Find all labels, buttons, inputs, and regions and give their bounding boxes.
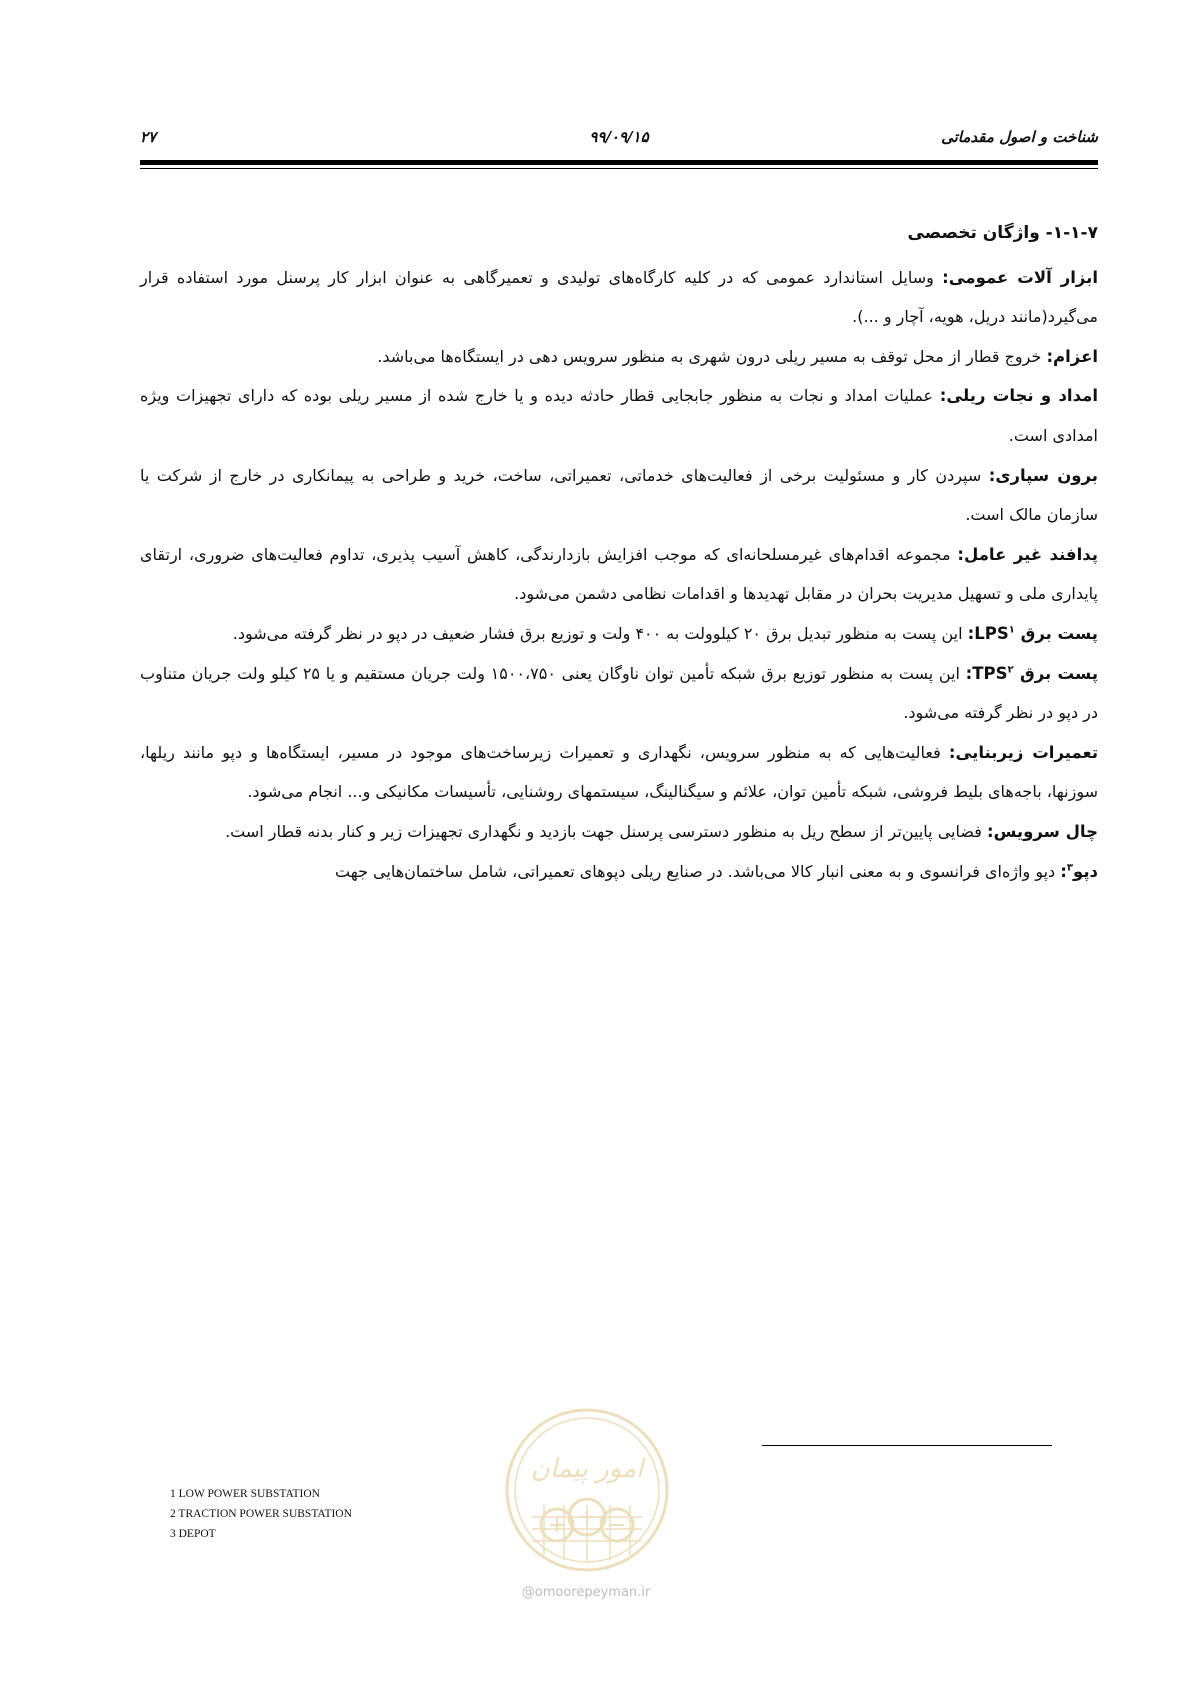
chapter-title: شناخت و اصول مقدماتی bbox=[941, 128, 1098, 146]
glossary-entry bbox=[140, 654, 1098, 733]
glossary-entry bbox=[140, 535, 1098, 614]
glossary-entry bbox=[140, 812, 1098, 852]
footnote-ref: ۳ bbox=[1066, 862, 1073, 874]
entry-text: عملیات امداد و نجات به منظور جابجایی قطار حادثه دیده و یا خارج شده از مسیر ریلی بوده که دارای تجهیزات ویژه امدادی است. bbox=[140, 386, 1098, 445]
entry-text: خروج قطار از محل توقف به مسیر ریلی درون شهری به منظور سرویس دهی در ایستگاه‌ها می‌باشد. bbox=[377, 346, 1047, 366]
entry-term: پست برق TPS bbox=[972, 663, 1099, 683]
glossary-entry bbox=[140, 376, 1098, 455]
entry-term: امداد و نجات ریلی: bbox=[939, 386, 1098, 406]
seal-text: امور پیمان bbox=[530, 1454, 644, 1484]
footnote-ref: ۱ bbox=[1008, 624, 1015, 636]
entry-term: دپو bbox=[1072, 861, 1098, 881]
entry-text: این پست به منظور تبدیل برق ۲۰ کیلوولت به ۴۰۰ ولت و توزیع برق فشار ضعیف در دپو در نظر گرفته می‌شود. bbox=[232, 623, 968, 643]
footnote-item: 2 TRACTION POWER SUBSTATION bbox=[170, 1508, 352, 1520]
entry-text: دپو واژه‌ای فرانسوی و به معنی انبار کالا می‌باشد. در صنایع ریلی دپوهای تعمیراتی، شامل ساختمان‌هایی جهت bbox=[334, 861, 1061, 881]
watermark-text: @omoorepeyman.ir bbox=[521, 1585, 651, 1600]
entry-text: سپردن کار و مسئولیت برخی از فعالیت‌های خدماتی، تعمیراتی، ساخت، خرید و طراحی به پیمانکاری در خارج از شرکت یا سازمان مالک است. bbox=[140, 465, 1098, 525]
glossary-entry bbox=[140, 852, 1098, 892]
footnotes bbox=[170, 1484, 490, 1544]
glossary-entry bbox=[140, 733, 1098, 812]
glossary-entry bbox=[140, 456, 1098, 535]
entry-colon: : bbox=[967, 623, 975, 643]
entry-text: فضایی پایین‌تر از سطح ریل به منظور دسترسی پرسنل جهت بازدید و نگهداری تجهیزات زیر و کنار بدنه قطار است. bbox=[225, 821, 987, 841]
seal-logo-icon bbox=[502, 1405, 672, 1575]
entry-term: ابزار آلات عمومی: bbox=[942, 267, 1098, 287]
glossary-entry bbox=[140, 614, 1098, 654]
entry-term: تعمیرات زیربنایی: bbox=[948, 742, 1099, 762]
entry-term: پدافند غیر عامل: bbox=[957, 544, 1098, 564]
glossary-entry bbox=[140, 337, 1098, 377]
entry-text: مجموعه اقدام‌های غیرمسلحانه‌ای که موجب افزایش بازدارندگی، کاهش آسیب پذیری، تداوم فعالیت‌های ضروری، ارتقای پایداری ملی و تسهیل مدیریت بحران در مقابل تهدیدها و اقدامات نظامی دشمن می‌شود. bbox=[140, 544, 1098, 604]
footnote-ref: ۲ bbox=[1007, 664, 1014, 676]
entry-term: چال سرویس: bbox=[986, 821, 1098, 841]
footnote-item: 1 LOW POWER SUBSTATION bbox=[170, 1488, 320, 1500]
footnote-item: 3 DEPOT bbox=[170, 1528, 216, 1540]
footnote-separator bbox=[762, 1445, 1052, 1446]
document-body bbox=[140, 214, 1098, 891]
entry-text: این پست به منظور توزیع برق شبکه تأمین توان ناوگان یعنی ۱۵۰۰،۷۵۰ ولت جریان مستقیم و یا ۲۵ کیلو ولت جریان متناوب در دپو در نظر گرفته می‌شود. bbox=[140, 663, 1098, 723]
header-date: ۹۹/۰۹/۱۵ bbox=[589, 128, 649, 146]
entry-text: فعالیت‌هایی که به منظور سرویس، نگهداری و تعمیرات زیرساخت‌های موجود در مسیر، ایستگاه‌ها و دپو مانند ریلها، سوزنها، باجه‌های بلیط فروشی، شبکه تأمین توان، علائم و سیگنالینگ، سیستمهای روشنایی، تأسیسات مکانیکی و... انجام می‌شود. bbox=[140, 742, 1098, 802]
running-header bbox=[140, 128, 1098, 150]
entry-colon: : bbox=[1060, 861, 1067, 881]
entry-term: برون سپاری: bbox=[988, 465, 1099, 485]
entry-term: اعزام: bbox=[1046, 346, 1098, 366]
header-rule-thick bbox=[140, 160, 1098, 165]
page-number: ۲۷ bbox=[140, 128, 157, 146]
entry-term: پست برق LPS bbox=[974, 623, 1098, 643]
section-title: ۱-۱-۷- واژگان تخصصی bbox=[907, 223, 1098, 243]
header-rule-thin bbox=[140, 168, 1098, 169]
glossary-entry bbox=[140, 258, 1098, 337]
entry-colon: : bbox=[965, 663, 973, 683]
entry-text: وسایل استاندارد عمومی که در کلیه کارگاه‌های تولیدی و تعمیرگاهی به عنوان ابزار کار پرسنل مورد استفاده قرار می‌گیرد(مانند دریل، هویه، آچار و ...). bbox=[140, 267, 1098, 327]
